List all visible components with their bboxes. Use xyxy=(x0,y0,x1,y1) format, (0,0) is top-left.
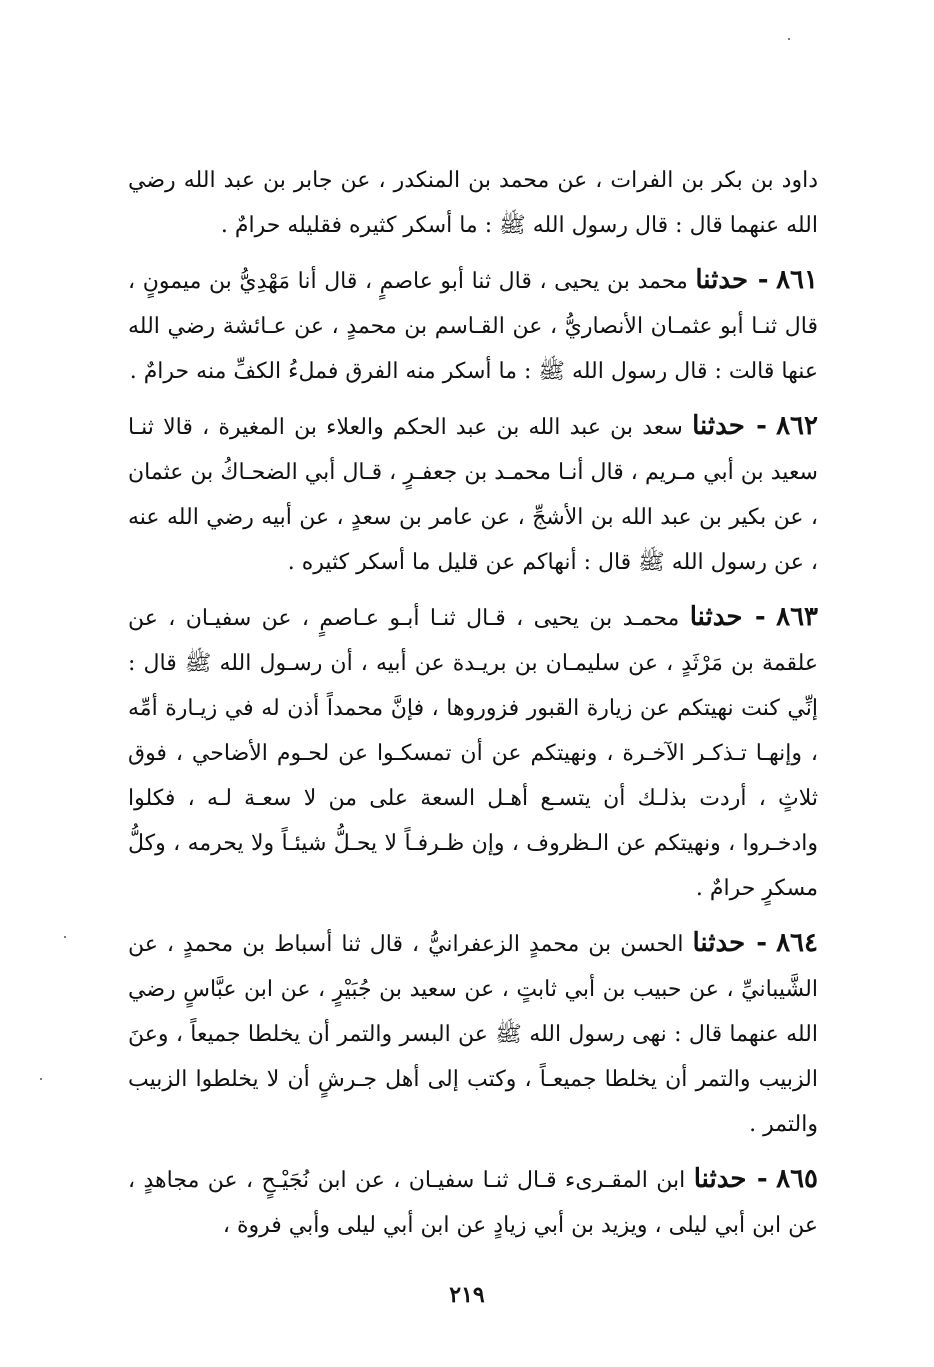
scan-speck xyxy=(40,1078,42,1080)
scan-speck xyxy=(788,38,790,40)
hadith-number: ٨٦٣ xyxy=(776,602,819,632)
page-number: ٢١٩ xyxy=(449,1282,485,1308)
hadith-number: ٨٦٥ xyxy=(776,1164,819,1194)
hadith-861: ٨٦١ - حدثنا محمد بن يحيى ، قال ثنا أبو عاصمٍ ، قال أنا مَهْدِيُّ بن ميمونٍ ، قال ثنـا أبو عثمـان الأنصاريُّ ، عن القـاسم بن محمدٍ ، عن عـائشة رضي الله عنها قالت : قال رسول الله ﷺ : ما أسكر منه الفرق فملءُ الكفِّ منه حرامٌ . xyxy=(128,265,818,384)
hadith-lead-word: حدثنا xyxy=(689,602,743,632)
paragraph-continuation xyxy=(128,158,818,248)
hadith-lead-word: حدثنا xyxy=(695,265,749,295)
paragraph-text: سعد بن عبد الله بن عبد الحكم والعلاء بن المغيرة ، قالا ثنـا سعيد بن أبي مـريم ، قال أنـا محمـد بن جعفـرٍ ، قـال أبي الضحـاكُ بن عثمان ، عن بكير بن عبد الله بن الأشجِّ ، عن عامر بن سعدٍ ، عن أبيه رضي الله عنه ، عن رسول الله ﷺ قال : أنهاكم عن قليل ما أسكر كثيره . xyxy=(128,415,818,575)
paragraph-text: الحسن بن محمدٍ الزعفرانيُّ ، قال ثنا أسباط بن محمدٍ ، عن الشَّيبانيِّ ، عن حبيب بن أبي ثابتٍ ، عن سعيد بن جُبَيْرٍ ، عن ابن عبَّاسٍ رضي الله عنهما قال : نهى رسول الله ﷺ عن البسر والتمر أن يخلطا جميعاً ، وعنَ الزبيب والتمر أن يخلطا جميعـاً ، وكتب إلى أهل جـرشٍ أن لا يخلطوا الزبيب والتمر . xyxy=(128,932,818,1137)
hadith-number: ٨٦٢ xyxy=(776,411,818,441)
paragraph-text: ابن المقـرىء قـال ثنـا سفيـان ، عن ابن نُجَيْـحٍ ، عن مجاهدٍ ، عن ابن أبي ليلى ، ويزيد بن أبي زيادٍ عن ابن أبي ليلى وأبي فروة ، xyxy=(128,1168,818,1238)
paragraph-text: محمـد بن يحيى ، قـال ثنـا أبـو عـاصمٍ ، عن سفيـان ، عن علقمة بن مَرْثَدٍ ، عن سليمـان بن بريـدة عن أبيه ، أن رسـول الله ﷺ قال : إنِّي كنت نهيتكم عن زيارة القبور فزوروها ، فإنَّ محمداً أذن له في زيـارة أمِّه ، وإنهـا تـذكـر الآخـرة ، ونهيتكم عن أن تمسكـوا عن لحـوم الأضاحي ، فوق ثلاثٍ ، أردت بذلـك أن يتسـع أهـل السعة على من لا سعـة لـه ، فكلوا وادخـروا ، ونهيتكم عن الـظروف ، وإن ظـرفـاً لا يحـلُّ شيئـاً ولا يحرمه ، وكلُّ مسكرٍ حرامٌ . xyxy=(128,606,818,901)
hadith-text-block xyxy=(128,158,818,1248)
paragraph-text: داود بن بكر بن الفرات ، عن محمد بن المنكدر ، عن جابر بن عبد الله رضي الله عنهما قال : قال رسول الله ﷺ : ما أسكر كثيره فقليله حرامٌ . xyxy=(128,168,818,238)
paragraph-text: محمد بن يحيى ، قال ثنا أبو عاصمٍ ، قال أنا مَهْدِيُّ بن ميمونٍ ، قال ثنـا أبو عثمـان الأنصاريُّ ، عن القـاسم بن محمدٍ ، عن عـائشة رضي الله عنها قالت : قال رسول الله ﷺ : ما أسكر منه الفرق فملءُ الكفِّ منه حرامٌ . xyxy=(128,269,818,384)
scan-speck xyxy=(64,936,66,938)
hadith-lead-word: حدثنا xyxy=(693,1164,747,1194)
hadith-864: ٨٦٤ - حدثنا الحسن بن محمدٍ الزعفرانيُّ ، قال ثنا أسباط بن محمدٍ ، عن الشَّيبانيِّ ، عن حبيب بن أبي ثابتٍ ، عن سعيد بن جُبَيْرٍ ، عن ابن عبَّاسٍ رضي الله عنهما قال : نهى رسول الله ﷺ عن البسر والتمر أن يخلطا جميعاً ، وعنَ الزبيب والتمر أن يخلطا جميعـاً ، وكتب إلى أهل جـرشٍ أن لا يخلطوا الزبيب والتمر . xyxy=(128,928,818,1137)
hadith-number: ٨٦٤ xyxy=(776,928,818,958)
hadith-lead-word: حدثنا xyxy=(692,928,746,958)
hadith-lead-word: حدثنا xyxy=(692,411,745,441)
hadith-865: ٨٦٥ - حدثنا ابن المقـرىء قـال ثنـا سفيـان ، عن ابن نُجَيْـحٍ ، عن مجاهدٍ ، عن ابن أبي ليلى ، ويزيد بن أبي زيادٍ عن ابن أبي ليلى وأبي فروة ، xyxy=(128,1164,819,1238)
hadith-862: ٨٦٢ - حدثنا سعد بن عبد الله بن عبد الحكم والعلاء بن المغيرة ، قالا ثنـا سعيد بن أبي مـريم ، قال أنـا محمـد بن جعفـرٍ ، قـال أبي الضحـاكُ بن عثمان ، عن بكير بن عبد الله بن الأشجِّ ، عن عامر بن سعدٍ ، عن أبيه رضي الله عنه ، عن رسول الله ﷺ قال : أنهاكم عن قليل ما أسكر كثيره . xyxy=(128,411,818,575)
hadith-863: ٨٦٣ - حدثنا محمـد بن يحيى ، قـال ثنـا أبـو عـاصمٍ ، عن سفيـان ، عن علقمة بن مَرْثَدٍ ، عن سليمـان بن بريـدة عن أبيه ، أن رسـول الله ﷺ قال : إنِّي كنت نهيتكم عن زيارة القبور فزوروها ، فإنَّ محمداً أذن له في زيـارة أمِّه ، وإنهـا تـذكـر الآخـرة ، ونهيتكم عن أن تمسكـوا عن لحـوم الأضاحي ، فوق ثلاثٍ ، أردت بذلـك أن يتسـع أهـل السعة على من لا سعـة لـه ، فكلوا وادخـروا ، ونهيتكم عن الـظروف ، وإن ظـرفـاً لا يحـلُّ شيئـاً ولا يحرمه ، وكلُّ مسكرٍ حرامٌ . xyxy=(128,602,819,901)
hadith-number: ٨٦١ xyxy=(776,265,818,295)
